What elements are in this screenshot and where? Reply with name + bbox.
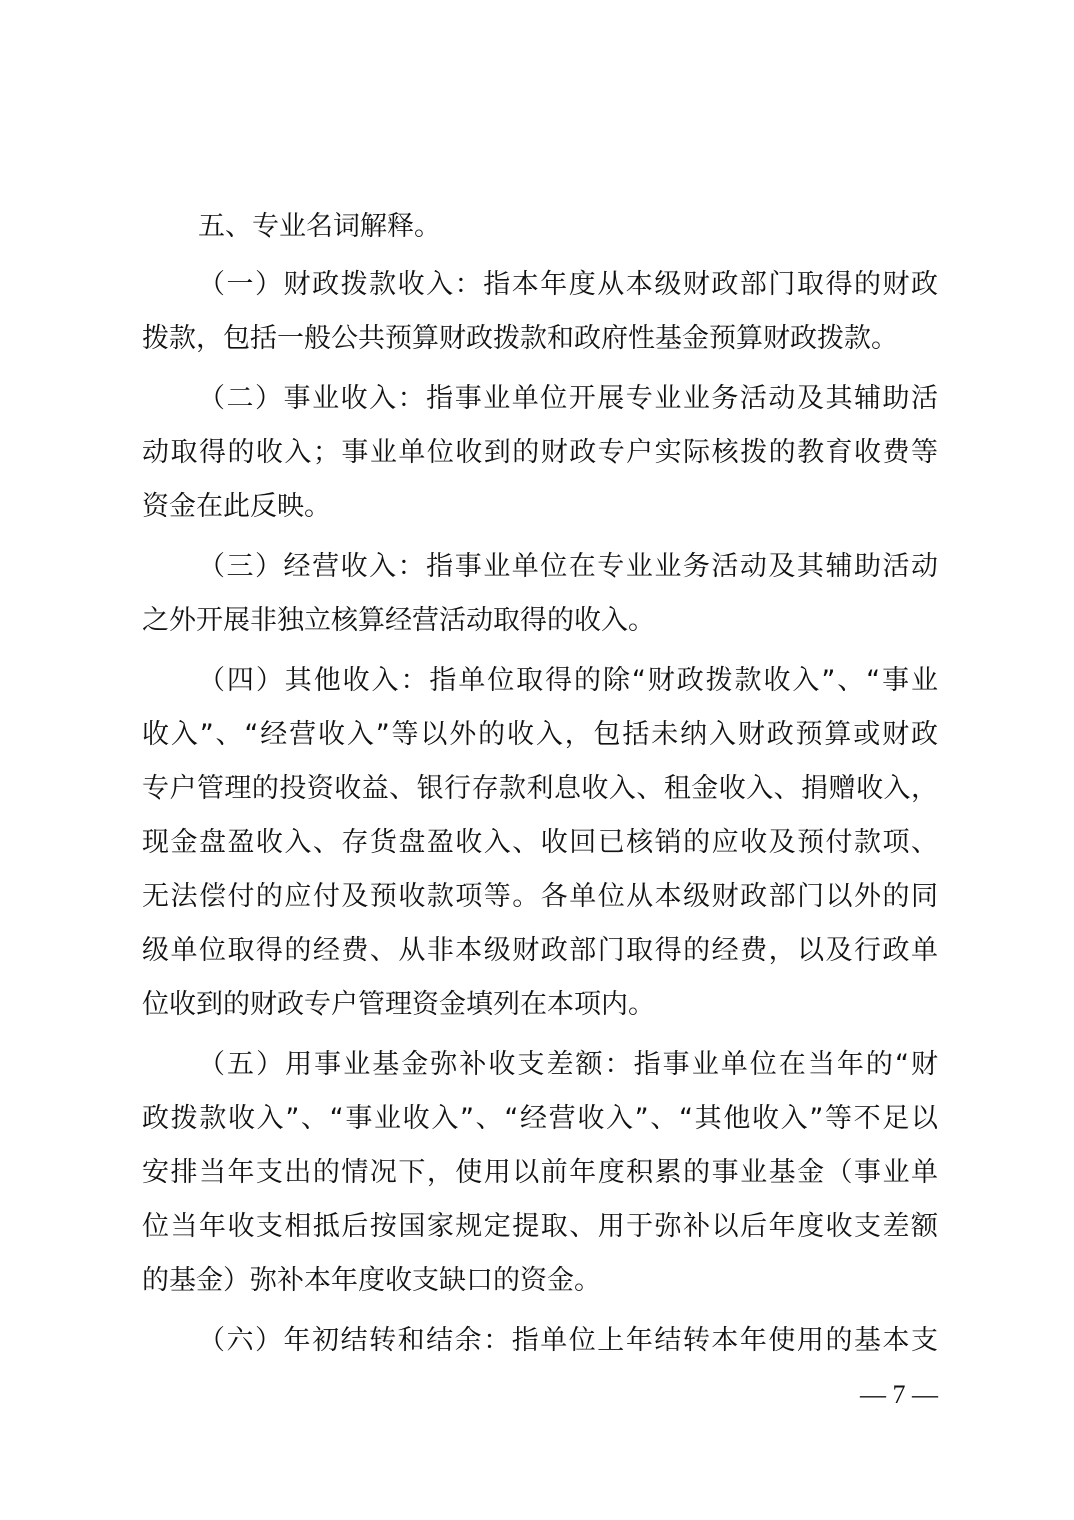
text-line (142, 978, 938, 1032)
line-text: 动取得的收入；事业单位收到的财政专户实际核拨的教育收费等 (142, 437, 938, 468)
line-text: 的基金）弥补本年度收支缺口的资金。 (142, 1265, 601, 1296)
term-label: （一）财政拨款收入： (198, 269, 484, 300)
text-line (142, 1254, 938, 1308)
term-label: （三）经营收入： (198, 551, 427, 582)
text-line (142, 594, 938, 648)
definition-paragraph (142, 540, 938, 648)
line-text: 安排当年支出的情况下，使用以前年度积累的事业基金（事业单 (142, 1157, 938, 1188)
text-line (142, 426, 938, 480)
term-label: （五）用事业基金弥补收支差额： (198, 1049, 634, 1080)
line-text: 指本年度从本级财政部门取得的财政 (483, 269, 939, 300)
line-text: 指事业单位在当年的“财 (633, 1049, 938, 1080)
line-text: 现金盘盈收入、存货盘盈收入、收回已核销的应收及预付款项、 (142, 827, 938, 858)
line-text: 无法偿付的应付及预收款项等。各单位从本级财政部门以外的同 (142, 881, 938, 912)
definition-paragraph (142, 1038, 938, 1308)
text-line (142, 924, 938, 978)
definition-paragraph (142, 258, 938, 366)
line-text: 收入”、“经营收入”等以外的收入，包括未纳入财政预算或财政 (142, 719, 938, 750)
line-text: 指单位上年结转本年使用的基本支 (511, 1325, 939, 1356)
text-line (142, 654, 938, 708)
text-line (142, 870, 938, 924)
line-text: 指事业单位开展专业业务活动及其辅助活 (426, 383, 939, 414)
term-label: （四）其他收入： (198, 665, 430, 696)
document-body (142, 200, 938, 1374)
text-line (142, 540, 938, 594)
term-label: （二）事业收入： (198, 383, 427, 414)
text-line (142, 258, 938, 312)
line-text: 级单位取得的经费、从非本级财政部门取得的经费，以及行政单 (142, 935, 938, 966)
text-line (142, 1146, 938, 1200)
text-line (142, 762, 938, 816)
text-line (142, 1038, 938, 1092)
text-line (142, 1314, 938, 1368)
definition-paragraph (142, 372, 938, 534)
term-label: （六）年初结转和结余： (198, 1325, 512, 1356)
text-line (142, 312, 938, 366)
section-title: 五、专业名词解释。 (198, 211, 441, 242)
line-text: 资金在此反映。 (142, 491, 331, 522)
text-line (142, 480, 938, 534)
text-line (142, 816, 938, 870)
line-text: 政拨款收入”、“事业收入”、“经营收入”、“其他收入”等不足以 (142, 1103, 938, 1134)
text-line (142, 372, 938, 426)
text-line (142, 1092, 938, 1146)
line-text: 专户管理的投资收益、银行存款利息收入、租金收入、捐赠收入， (142, 773, 938, 804)
text-line (142, 708, 938, 762)
page-number: — 7 — (860, 1380, 938, 1409)
line-text: 位收到的财政专户管理资金填列在本项内。 (142, 989, 655, 1020)
line-text: 位当年收支相抵后按国家规定提取、用于弥补以后年度收支差额 (142, 1211, 938, 1242)
line-text: 指事业单位在专业业务活动及其辅助活动 (426, 551, 939, 582)
line-text: 拨款，包括一般公共预算财政拨款和政府性基金预算财政拨款。 (142, 323, 898, 354)
text-line (142, 1200, 938, 1254)
line-text: 指单位取得的除“财政拨款收入”、“事业 (429, 665, 939, 696)
definition-paragraph (142, 1314, 938, 1368)
line-text: 之外开展非独立核算经营活动取得的收入。 (142, 605, 655, 636)
definition-paragraph (142, 654, 938, 1032)
